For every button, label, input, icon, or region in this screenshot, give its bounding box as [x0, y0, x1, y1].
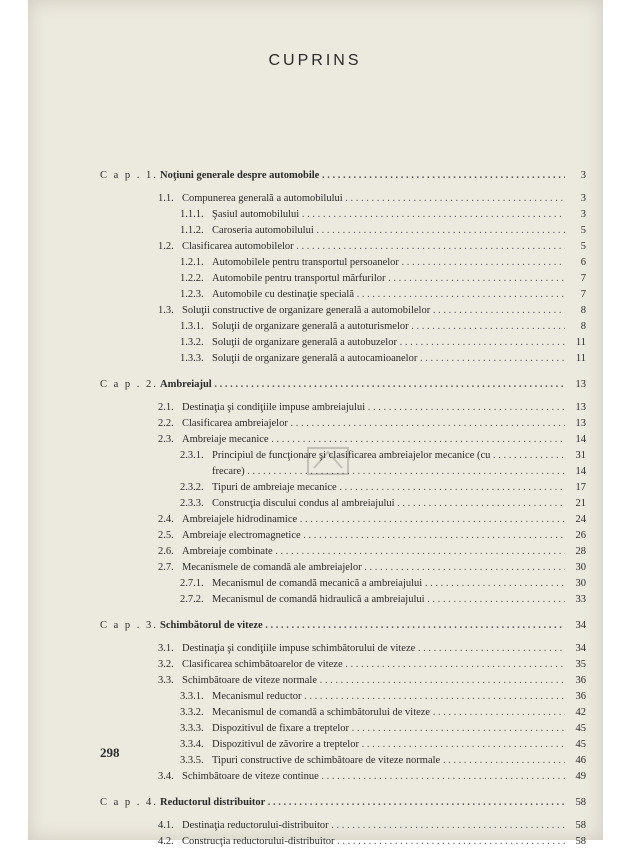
toc-entry-row [0, 643, 630, 657]
page-ref: 58 [575, 797, 586, 808]
toc-entry-row [0, 498, 630, 512]
chapter-title: Ambreiajul . . . [160, 379, 565, 390]
page-title: CUPRINS [268, 52, 362, 69]
section-title: Caroseria automobilului . . . [212, 225, 565, 236]
section-number: 3.3.4. [180, 739, 204, 750]
section-title: Principiul de funcţionare şi clasificarea ambreiajelor mecanice (cu . . . [212, 450, 565, 461]
page-ref: 33 [575, 594, 586, 605]
page-ref: 3 [580, 170, 586, 181]
watermark-logo-icon [298, 440, 358, 480]
page-ref: 3 [580, 209, 586, 220]
chapter-title: Noţiuni generale despre automobile . . . [160, 170, 565, 181]
chapter-number: C a p . 1. [100, 170, 158, 181]
toc-entry-row [0, 836, 630, 850]
toc-entry-row [0, 289, 630, 303]
toc-entry-row [0, 675, 630, 689]
section-number: 3.3.5. [180, 755, 204, 766]
page-ref: 11 [575, 337, 586, 348]
toc-entry-row [0, 771, 630, 785]
section-number: 2.2. [158, 418, 174, 429]
chapter-title: Schimbătorul de viteze . . . [160, 620, 565, 631]
section-title: Dispozitivul de fixare a treptelor . . . [212, 723, 565, 734]
page-ref: 21 [575, 498, 586, 509]
toc-entry-row [0, 755, 630, 769]
section-number: 2.3. [158, 434, 174, 445]
section-number: 4.1. [158, 820, 174, 831]
section-title: Soluţii constructive de organizare generală a automobilelor . . . [182, 305, 565, 316]
section-title: Mecanismul reductor . . . [212, 691, 565, 702]
section-title: Mecanismele de comandă ale ambreiajelor . . . [182, 562, 565, 573]
chapter-number: C a p . 4. [100, 797, 158, 808]
section-number: 3.4. [158, 771, 174, 782]
section-number: 3.3.1. [180, 691, 204, 702]
section-number: 1.3.2. [180, 337, 204, 348]
page-ref: 31 [575, 450, 586, 461]
chapter-title: Reductorul distribuitor . . . [160, 797, 565, 808]
page-ref: 5 [580, 225, 586, 236]
page-ref: 3 [580, 193, 586, 204]
toc-entry-row [0, 305, 630, 319]
page-ref: 45 [575, 739, 586, 750]
toc-entry-row [0, 193, 630, 207]
section-title: Ambreiaje combinate . . . [182, 546, 565, 557]
section-title: Soluţii de organizare generală a autoturismelor . . . [212, 321, 565, 332]
toc-entry-row [0, 546, 630, 560]
section-title: Mecanismul de comandă a schimbătorului de viteze . . . [212, 707, 565, 718]
page-ref: 13 [575, 379, 586, 390]
section-title: Schimbătoare de viteze continue . . . [182, 771, 565, 782]
page-ref: 13 [575, 402, 586, 413]
toc-entry-row [0, 257, 630, 271]
section-number: 1.1. [158, 193, 174, 204]
toc-entry-row [0, 739, 630, 753]
section-title: Mecanismul de comandă mecanică a ambreiajului . . . [212, 578, 565, 589]
page-ref: 36 [575, 675, 586, 686]
page-ref: 5 [580, 241, 586, 252]
section-title: Ambreiaje mecanice . . . [182, 434, 565, 445]
page-ref: 7 [580, 289, 586, 300]
section-number: 2.3.3. [180, 498, 204, 509]
page-ref: 14 [575, 466, 586, 477]
section-number: 2.6. [158, 546, 174, 557]
page-ref: 34 [575, 620, 586, 631]
section-number: 2.3.1. [180, 450, 204, 461]
page-ref: 45 [575, 723, 586, 734]
section-title: Clasificarea ambreiajelor . . . [182, 418, 565, 429]
section-title: Clasificarea automobilelor . . . [182, 241, 565, 252]
toc-chapter-row [0, 620, 630, 634]
section-number: 1.3.1. [180, 321, 204, 332]
section-number: 2.4. [158, 514, 174, 525]
toc-chapter-row [0, 170, 630, 184]
section-number: 2.3.2. [180, 482, 204, 493]
page-ref: 30 [575, 578, 586, 589]
toc-entry-row [0, 820, 630, 834]
section-title: Tipuri constructive de schimbătoare de viteze normale . . . [212, 755, 565, 766]
page-ref: 36 [575, 691, 586, 702]
section-number: 1.2. [158, 241, 174, 252]
section-number: 2.5. [158, 530, 174, 541]
section-title: Automobile pentru transportul mărfurilor . . . [212, 273, 565, 284]
toc-entry-row [0, 209, 630, 223]
chapter-number: C a p . 3. [100, 620, 158, 631]
section-title: Destinaţia şi condiţiile impuse ambreiajului . . . [182, 402, 565, 413]
toc-entry-row [0, 241, 630, 255]
section-number: 1.2.1. [180, 257, 204, 268]
section-title: Construcţia discului condus al ambreiajului . . . [212, 498, 565, 509]
toc-entry-row [0, 321, 630, 335]
toc-chapter-row [0, 797, 630, 811]
section-title: Destinaţia reductorului-distribuitor . . . [182, 820, 565, 831]
page-ref: 11 [575, 353, 586, 364]
section-title: Soluţii de organizare generală a autocamioanelor . . . [212, 353, 565, 364]
page-ref: 13 [575, 418, 586, 429]
page-ref: 17 [575, 482, 586, 493]
section-number: 4.2. [158, 836, 174, 847]
toc-entry-row [0, 273, 630, 287]
section-number: 3.1. [158, 643, 174, 654]
section-title: Ambreiaje electromagnetice . . . [182, 530, 565, 541]
section-title: Tipuri de ambreiaje mecanice . . . [212, 482, 565, 493]
page-ref: 26 [575, 530, 586, 541]
section-title: Dispozitivul de zăvorire a treptelor . . . [212, 739, 565, 750]
section-title: Mecanismul de comandă hidraulică a ambreiajului . . . [212, 594, 565, 605]
section-number: 1.1.2. [180, 225, 204, 236]
section-number: 2.7. [158, 562, 174, 573]
section-title: Ambreiajele hidrodinamice . . . [182, 514, 565, 525]
section-title: Compunerea generală a automobilului . . . [182, 193, 565, 204]
page-ref: 30 [575, 562, 586, 573]
section-title: Şasiul automobilului . . . [212, 209, 565, 220]
page-ref: 58 [575, 836, 586, 847]
page-ref: 24 [575, 514, 586, 525]
section-number: 3.3.2. [180, 707, 204, 718]
page-ref: 28 [575, 546, 586, 557]
toc-entry-row [0, 530, 630, 544]
toc-entry-row [0, 562, 630, 576]
section-number: 1.2.3. [180, 289, 204, 300]
page-ref: 58 [575, 820, 586, 831]
page-ref: 34 [575, 643, 586, 654]
section-number: 2.7.2. [180, 594, 204, 605]
page-ref: 46 [575, 755, 586, 766]
section-title: frecare) . . . [212, 466, 565, 477]
toc-entry-row [0, 482, 630, 496]
section-number: 3.3.3. [180, 723, 204, 734]
page-ref: 8 [580, 305, 586, 316]
toc-entry-row [0, 707, 630, 721]
section-number: 2.7.1. [180, 578, 204, 589]
toc-entry-row [0, 225, 630, 239]
section-number: 1.1.1. [180, 209, 204, 220]
toc-chapter-row [0, 379, 630, 393]
toc-entry-row [0, 578, 630, 592]
page-ref: 7 [580, 273, 586, 284]
section-title: Destinaţia şi condiţiile impuse schimbătorului de viteze . . . [182, 643, 565, 654]
toc-entry-row [0, 337, 630, 351]
section-title: Automobile cu destinaţie specială . . . [212, 289, 565, 300]
chapter-number: C a p . 2. [100, 379, 158, 390]
section-number: 1.3. [158, 305, 174, 316]
toc-entry-row [0, 418, 630, 432]
toc-entry-row [0, 594, 630, 608]
section-number: 2.1. [158, 402, 174, 413]
toc-entry-row [0, 691, 630, 705]
section-title: Soluţii de organizare generală a autobuzelor . . . [212, 337, 565, 348]
toc-entry-row [0, 402, 630, 416]
page-ref: 42 [575, 707, 586, 718]
page-ref: 49 [575, 771, 586, 782]
toc-entry-row [0, 353, 630, 367]
toc-entry-row [0, 723, 630, 737]
section-number: 3.3. [158, 675, 174, 686]
section-title: Construcţia reductorului-distribuitor . . . [182, 836, 565, 847]
section-title: Automobilele pentru transportul persoanelor . . . [212, 257, 565, 268]
section-number: 1.2.2. [180, 273, 204, 284]
section-number: 3.2. [158, 659, 174, 670]
page-ref: 35 [575, 659, 586, 670]
toc-entry-row [0, 659, 630, 673]
page-ref: 8 [580, 321, 586, 332]
page-ref: 14 [575, 434, 586, 445]
page-number: 298 [100, 745, 120, 760]
section-number: 1.3.3. [180, 353, 204, 364]
section-title: Schimbătoare de viteze normale . . . [182, 675, 565, 686]
section-title: Clasificarea schimbătoarelor de viteze . . . [182, 659, 565, 670]
toc-entry-row [0, 514, 630, 528]
page-ref: 6 [580, 257, 586, 268]
